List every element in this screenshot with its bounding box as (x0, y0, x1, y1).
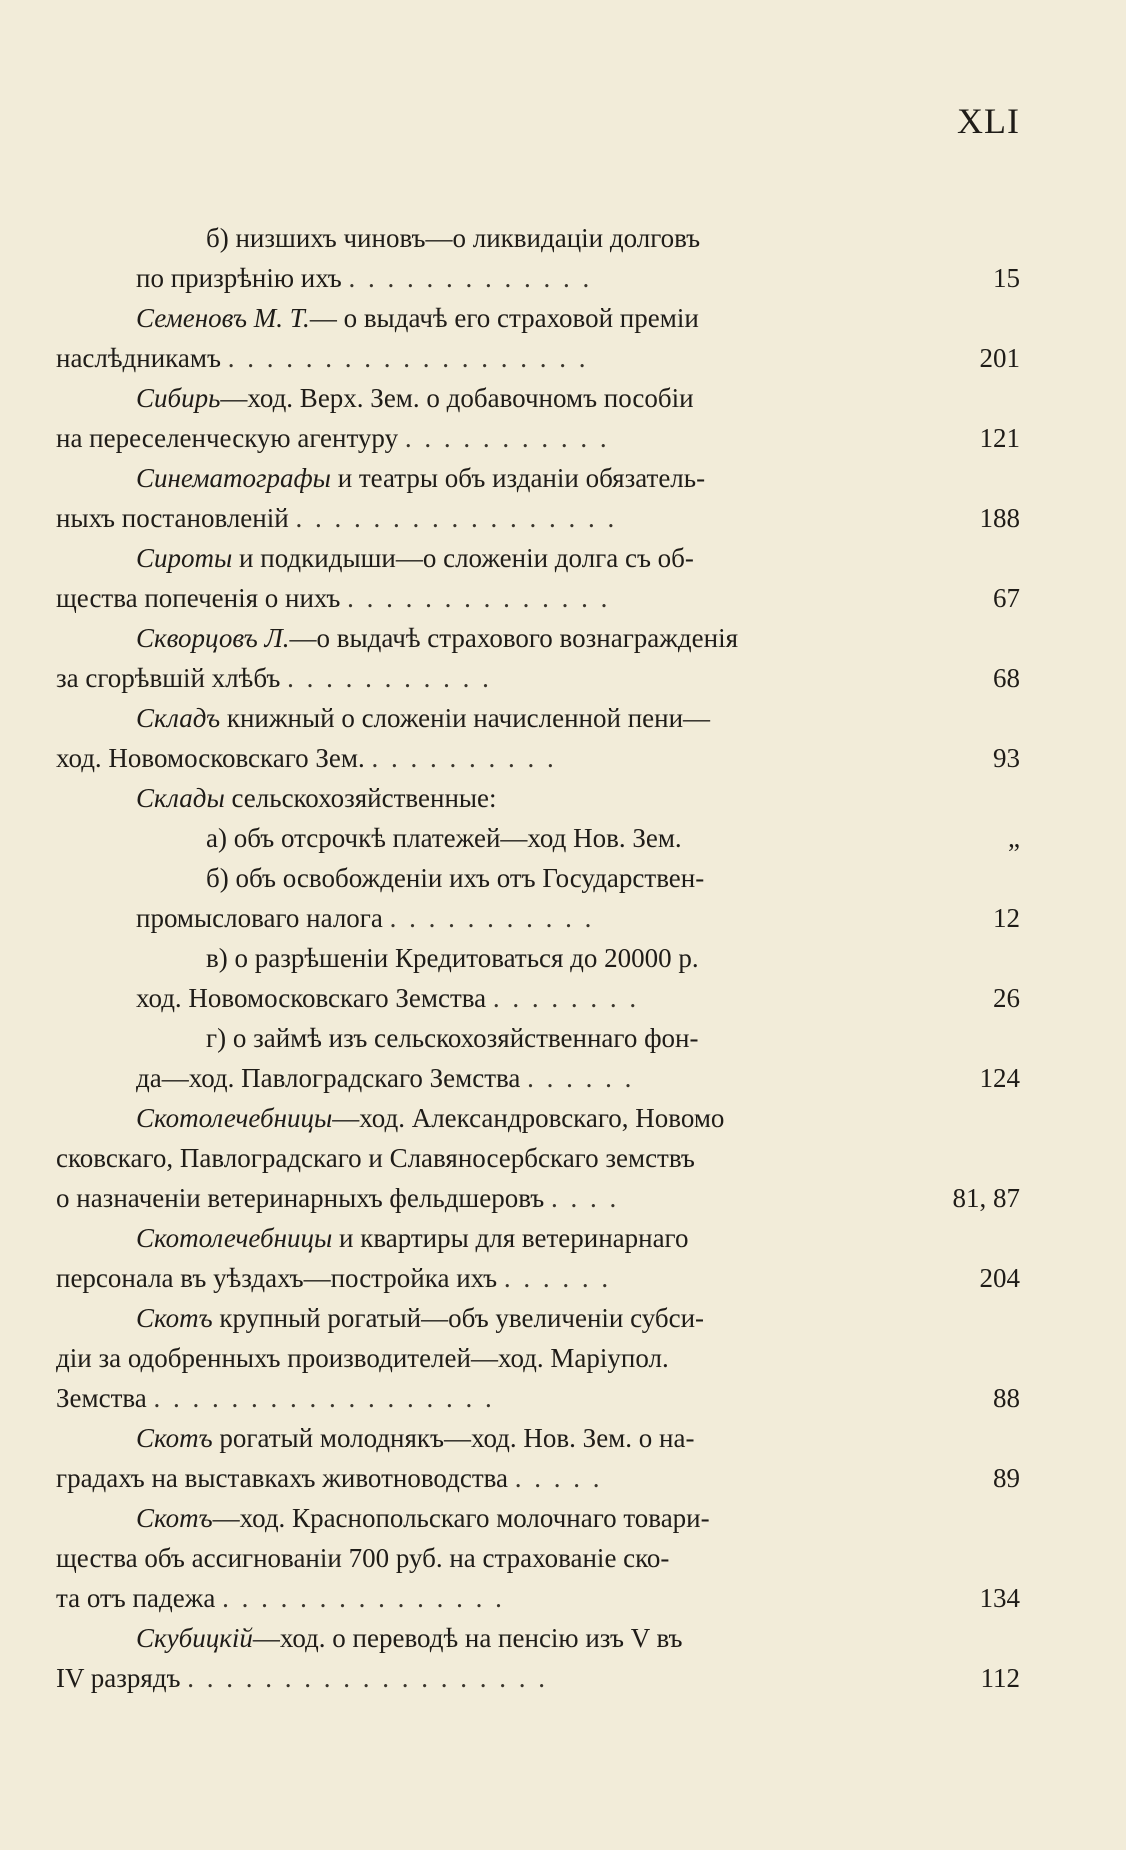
page-reference: 124 (979, 1063, 1020, 1093)
entry-text: книжный о сложеніи начисленной пени— (220, 703, 711, 733)
dot-leader: . . . . . . . . . . . (287, 663, 492, 693)
index-line (56, 458, 1020, 498)
entry-heading: Скотъ (136, 1303, 213, 1333)
page-reference: 26 (993, 983, 1020, 1013)
index-line (56, 1058, 1020, 1098)
index-line (56, 1538, 1020, 1578)
page-reference: 15 (993, 263, 1020, 293)
entry-text: и театры объ изданіи обязатель- (330, 463, 706, 493)
entry-text: б) низшихъ чиновъ—о ликвидаціи долговъ (206, 223, 701, 253)
dot-leader: . . . . (551, 1183, 620, 1213)
entry-text: в) о разрѣшеніи Кредитоваться до 20000 р. (206, 943, 699, 973)
index-line (56, 978, 1020, 1018)
index-line (56, 1098, 1020, 1138)
entry-text: промысловаго налога (136, 903, 383, 933)
entry-text: г) о займѣ изъ сельскохозяйственнаго фон- (206, 1023, 699, 1053)
dot-leader: . . . . . . (527, 1063, 635, 1093)
dot-leader: . . . . . . . . . . . . . . (347, 583, 611, 613)
entry-text: сельскохозяйственные: (224, 783, 497, 813)
dot-leader: . . . . . . . . . . . (389, 903, 595, 933)
index-line (56, 778, 1020, 818)
index-line (56, 618, 1020, 658)
entry-text: Земства (56, 1383, 147, 1413)
dot-leader: . . . . . . . . . . . . . . . . . . . (187, 1663, 549, 1693)
dot-leader: . . . . . . (503, 1263, 612, 1293)
index-line (56, 858, 1020, 898)
index-line (56, 658, 1020, 698)
page-reference: 93 (993, 743, 1020, 773)
entry-text: IV разрядъ (56, 1663, 181, 1693)
entry-heading: Склады (136, 783, 225, 813)
index-line (56, 298, 1020, 338)
entry-heading: Сибирь (136, 383, 221, 413)
entry-text: ход. Новомосковскаго Земства (136, 983, 487, 1013)
entry-text: и подкидыши—о сложеніи долга съ об- (232, 543, 694, 573)
entry-heading: Складъ (136, 703, 221, 733)
entry-text: и квартиры для ветеринарнаго (332, 1223, 689, 1253)
entry-heading: Синематографы (136, 463, 331, 493)
entry-text: та отъ падежа (56, 1583, 216, 1613)
entry-text: градахъ на выставкахъ животноводства (56, 1463, 508, 1493)
entry-text: щества объ ассигнованіи 700 руб. на страхованіе ско- (56, 1543, 670, 1573)
page-reference: 134 (979, 1583, 1020, 1613)
page-reference: 121 (979, 423, 1020, 453)
index-line (56, 738, 1020, 778)
index-line (56, 338, 1020, 378)
index-line (56, 698, 1020, 738)
entry-heading: Сироты (136, 543, 233, 573)
index-line (56, 898, 1020, 938)
page-reference: „ (1008, 823, 1020, 853)
entry-text: б) объ освобожденіи ихъ отъ Государствен- (206, 863, 705, 893)
index-line (56, 418, 1020, 458)
index-line (56, 1258, 1020, 1298)
entry-text: о назначеніи ветеринарныхъ фельдшеровъ (56, 1183, 545, 1213)
entry-text: щества попеченія о нихъ (56, 583, 341, 613)
entry-heading: Скотъ (136, 1503, 213, 1533)
page-reference: 81, 87 (952, 1183, 1020, 1213)
entry-text: по призрѣнію ихъ (136, 263, 342, 293)
page-reference: 67 (993, 583, 1020, 613)
dot-leader: . . . . . (514, 1463, 603, 1493)
page-reference: 201 (979, 343, 1020, 373)
entry-heading: Скотолечебницы (136, 1103, 333, 1133)
index-line (56, 1618, 1020, 1658)
index-line (56, 818, 1020, 858)
dot-leader: . . . . . . . . . . . (404, 423, 610, 453)
entry-text: рогатый молоднякъ—ход. Нов. Зем. о на- (212, 1423, 695, 1453)
dot-leader: . . . . . . . . . . (371, 743, 557, 773)
page-number: XLI (957, 101, 1020, 141)
index-line (56, 1018, 1020, 1058)
entry-heading: Семеновъ М. Т. (136, 303, 310, 333)
index-line (56, 538, 1020, 578)
index-line (56, 938, 1020, 978)
entry-text: — о выдачѣ его страховой преміи (309, 303, 699, 333)
index-line (56, 218, 1020, 258)
entry-text: на переселенческую агентуру (56, 423, 399, 453)
entry-text: ныхъ постановленій (56, 503, 289, 533)
entry-heading: Скотолечебницы (136, 1223, 333, 1253)
dot-leader: . . . . . . . . . . . . . . . (222, 1583, 505, 1613)
index-line (56, 1338, 1020, 1378)
entry-text: да—ход. Павлоградскаго Земства (136, 1063, 521, 1093)
entry-heading: Скотъ (136, 1423, 213, 1453)
page-reference: 188 (979, 503, 1020, 533)
entry-heading: Скубицкій (136, 1623, 253, 1653)
entry-text: ход. Новомосковскаго Зем. (56, 743, 365, 773)
index-line (56, 1178, 1020, 1218)
entry-text: —ход. Краснопольскаго молочнаго товари- (212, 1503, 710, 1533)
page-reference: 112 (980, 1663, 1020, 1693)
entry-text: крупный рогатый—объ увеличеніи субси- (212, 1303, 705, 1333)
dot-leader: . . . . . . . . . . . . . . . . . . . (227, 343, 589, 373)
page-reference: 88 (993, 1383, 1020, 1413)
dot-leader: . . . . . . . . . . . . . (348, 263, 593, 293)
index-line (56, 578, 1020, 618)
dot-leader: . . . . . . . . (492, 983, 640, 1013)
index-line (56, 378, 1020, 418)
page-reference: 68 (993, 663, 1020, 693)
entry-text: за сгорѣвшій хлѣбъ (56, 663, 281, 693)
entry-text: —ход. Верх. Зем. о добавочномъ пособіи (220, 383, 694, 413)
entry-text: діи за одобренныхъ производителей—ход. Маріупол. (56, 1343, 669, 1373)
index-line (56, 498, 1020, 538)
entry-text: —ход. о переводѣ на пенсію изъ V въ (252, 1623, 683, 1653)
entry-text: а) объ отсрочкѣ платежей—ход Нов. Зем. (206, 823, 682, 853)
entry-heading: Скворцовъ Л. (136, 623, 290, 653)
entry-text: сковскаго, Павлоградскаго и Славяносербскаго земствъ (56, 1143, 695, 1173)
index-line (56, 1138, 1020, 1178)
entry-text: —о выдачѣ страхового вознагражденія (289, 623, 739, 653)
page-reference: 12 (993, 903, 1020, 933)
index-entries (56, 218, 1020, 1698)
index-line (56, 1218, 1020, 1258)
dot-leader: . . . . . . . . . . . . . . . . . (295, 503, 618, 533)
index-line (56, 1378, 1020, 1418)
index-line (56, 1298, 1020, 1338)
index-line (56, 1458, 1020, 1498)
index-line (56, 1578, 1020, 1618)
entry-text: —ход. Александровскаго, Новомо (332, 1103, 725, 1133)
entry-text: наслѣдникамъ (56, 343, 221, 373)
index-line (56, 258, 1020, 298)
page-reference: 204 (979, 1263, 1020, 1293)
page-reference: 89 (993, 1463, 1020, 1493)
entry-text: персонала въ уѣздахъ—постройка ихъ (56, 1263, 498, 1293)
dot-leader: . . . . . . . . . . . . . . . . . . (153, 1383, 495, 1413)
index-line (56, 1498, 1020, 1538)
index-line (56, 1418, 1020, 1458)
index-line (56, 1658, 1020, 1698)
